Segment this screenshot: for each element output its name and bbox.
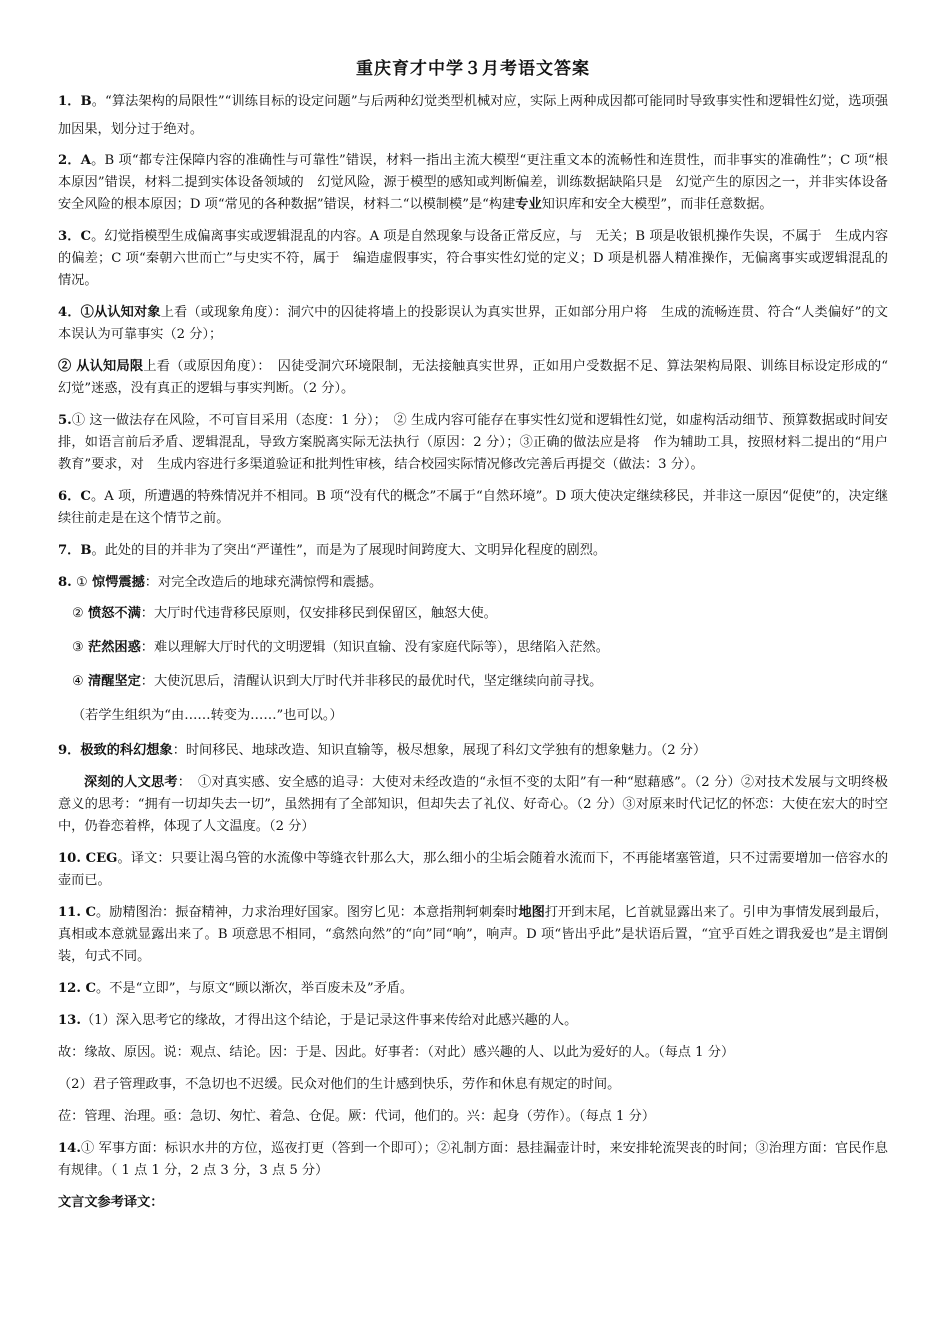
list-item-heading: 清醒坚定 [88, 674, 141, 689]
answer-number: 14. [58, 1141, 81, 1156]
list-item-text: ：难以理解大厅时代的文明逻辑（知识直输、没有家庭代际等），思绪陷入茫然。 [140, 640, 609, 655]
answer-text: ：时间移民、地球改造、知识直输等，极尽想象，展现了科幻文学独有的想象魅力。（2 分） [172, 743, 707, 758]
answer-number: 11. C [58, 905, 97, 920]
answer-number: 4． [58, 305, 81, 320]
answer-5 [58, 410, 888, 476]
answer-number: 9． [58, 743, 81, 758]
answer-8-item [58, 634, 888, 662]
answer-8-item [58, 668, 888, 696]
answer-1 [58, 88, 888, 144]
answer-text: 。译文：只要让渴乌管的水流像中等缝衣针那么大，那么细小的尘垢会随着水流而下，不再能堵塞管道，只不过需要增加一倍容水的壶而已。 [58, 851, 889, 888]
answer-text: 知识库和安全大模型”，而非任意数据。 [541, 197, 773, 212]
answer-emphasis: 专业 [515, 197, 542, 212]
answer-text: 。A 项，所遭遇的特殊情况并不相同。B 项“没有代的概念”不属于“自然环境”。D 项大使决定继续移民，并非这一原因“促使”的，决定继续往前走是在这个情节之前。 [58, 489, 889, 526]
answer-13 [58, 1010, 888, 1032]
answer-text: 上看（或现象角度）：洞穴中的囚徒将墙上的投影误认为真实世界，正如部分用户将 生成的流畅连贯、符合“人类偏好”的文本误认为可靠事实（2 分）； [58, 305, 888, 342]
answer-text: 。B 项“都专注保障内容的准确性与可靠性”错误，材料一指出主流大模型“更注重文本的流畅性和连贯性，而非事实的准确性”；C 项“根本原因”错误，材料二提到实体设备领域的 幻觉风险，源于模型的感知或判断偏差，训练数据缺陷只是 幻觉产生的原因之一，并非实体设备安全风险的根本原因；D 项“常见的各种数据”错误，材料二“以模制模”是“构建 [58, 153, 888, 212]
answer-13-line: 莅：管理、治理。亟：急切、匆忙、着急、仓促。厥：代词，他们的。兴：起身（劳作）。（每点 1 分） [58, 1109, 656, 1124]
list-item-heading: 愤怒不满 [88, 606, 141, 621]
answer-number: 5. [58, 413, 72, 428]
answer-10 [58, 848, 888, 892]
answer-text: 。“算法架构的局限性”“训练目标的设定问题”与后两种幻觉类型机械对应，实际上两种成因都可能同时导致事实性和逻辑性幻觉，选项强加因果，划分过于绝对。 [58, 94, 889, 137]
answer-4-part-2 [58, 356, 888, 400]
answer-text: 打开到末尾，匕首就显露出来了。引申为事情发展到最后，真相或本意就显露出来了。B 项意思不相同，“翕然向然”的“向”同“响”，响声。D 项“皆出乎此”是状语后置，“宜乎百姓之谓我爱也”是主谓倒装，句式不同。 [58, 905, 889, 964]
answer-6 [58, 486, 888, 530]
answer-12 [58, 978, 888, 1000]
answer-text: 。幻觉指模型生成偏离事实或逻辑混乱的内容。A 项是自然现象与设备正常反应，与 无关；B 项是收银机操作失误，不属于 生成内容的偏差；C 项“秦朝六世而亡”与史实不符，属于 编造虚假事实，符合事实性幻觉的定义；D 项是机器人精准操作，无偏离事实或逻辑混乱的情况。 [58, 229, 889, 288]
list-item-mark: ② [72, 606, 84, 621]
answer-7 [58, 540, 888, 562]
answer-2 [58, 150, 888, 216]
answer-text: 上看（或原因角度）： 囚徒受洞穴环境限制，无法接触真实世界，正如用户受数据不足、算法架构局限、训练目标设定形成的“ 幻觉”迷惑，没有真正的逻辑与事实判断。（2 分）。 [58, 359, 889, 396]
answer-number: 8. [58, 575, 72, 590]
answer-number: 1．B [58, 94, 92, 109]
answer-text: 。不是“立即”，与原文“顾以渐次，举百废未及”矛盾。 [96, 981, 414, 996]
list-item-text: ：大厅时代违背移民原则，仅安排移民到保留区，触怒大使。 [140, 606, 497, 621]
answer-number: 13. [58, 1013, 81, 1028]
answer-8-note: （若学生组织为“由……转变为……”也可以。） [72, 708, 343, 723]
answer-emphasis: ①从认知对象 [80, 305, 161, 320]
list-item-mark: ③ [72, 640, 84, 655]
answer-13-line: （2）君子管理政事，不急切也不迟缓。民众对他们的生计感到快乐，劳作和休息有规定的时间。 [58, 1077, 621, 1092]
answer-text: （1）深入思考它的缘故，才得出这个结论，于是记录这件事来传给对此感兴趣的人。 [80, 1013, 578, 1028]
answer-text: ① 这一做法存在风险，不可盲目采用（态度：1 分）； ② 生成内容可能存在事实性幻觉和逻辑性幻觉，如虚构活动细节、预算数据或时间安排，如语言前后矛盾、逻辑混乱，导致方案脱离实际无法执行（原因：2 分）；③正确的做法应是将 作为辅助工具，按照材料二提出的“用户教育”要求，对 生成内容进行多渠道验证和批判性审核，结合校园实际情况修改完善后再提交（做法：3 分）。 [58, 413, 888, 472]
answer-number: 3．C [58, 229, 92, 244]
list-item-mark: ① [75, 575, 88, 590]
answer-9-part-2 [58, 772, 888, 838]
answer-emphasis: 极致的科幻想象 [80, 743, 173, 758]
answer-3 [58, 226, 888, 292]
answer-11 [58, 902, 888, 968]
answer-number: 12. C [58, 981, 97, 996]
page-title: 重庆育才中学３月考语文答案 [356, 59, 590, 79]
answer-emphasis: 地图 [518, 905, 545, 920]
answer-4 [58, 302, 888, 346]
answer-9 [58, 740, 888, 762]
answer-number: 6．C [58, 489, 91, 504]
answer-emphasis: 深刻的人文思考 [84, 775, 178, 790]
answer-emphasis: ② 从认知局限 [58, 359, 144, 374]
answer-sheet [58, 56, 888, 1220]
answer-8-item [58, 600, 888, 628]
answer-text: 。此处的目的并非为了突出“严谨性”，而是为了展现时间跨度大、文明异化程度的剧烈。 [91, 543, 607, 558]
answer-13-line: 故：缘故、原因。说：观点、结论。因：于是、因此。好事者：（对此）感兴趣的人、以此为爱好的人。（每点 1 分） [58, 1045, 735, 1060]
answer-number: 2．A [58, 153, 91, 168]
list-item-text: ：大使沉思后，清醒认识到大厅时代并非移民的最优时代，坚定继续向前寻找。 [140, 674, 603, 689]
answer-8 [58, 572, 888, 594]
answer-text: 。励精图治：振奋精神，力求治理好国家。图穷匕见：本意指荆轲刺秦时 [96, 905, 519, 920]
list-item-mark: ④ [72, 674, 84, 689]
list-item-text: ：对完全改造后的地球充满惊愕和震撼。 [144, 575, 383, 590]
list-item-heading: 茫然困惑 [88, 640, 141, 655]
section-heading: 文言文参考译文： [58, 1195, 164, 1210]
answer-text: ① 军事方面：标识水井的方位，巡夜打更（答到一个即可）；②礼制方面：悬挂漏壶计时，来安排轮流哭丧的时间；③治理方面：官民作息有规律。（ 1 点 1 分，2 点 3 分，3 点 5 分） [58, 1141, 888, 1178]
answer-text: ： ①对真实感、安全感的追寻：大使对未经改造的“永恒不变的太阳”有一种“慰藉感”。（2 分）②对技术发展与文明终极意义的思考：“拥有一切却失去一切”，虽然拥有了全部知识，但却失去了礼仪、好奇心。（2 分）③对原来时代记忆的怀恋：大使在宏大的时空中，仍眷恋着桦，体现了人文温度。（2 分） [58, 775, 888, 834]
answer-number: 7．B [58, 543, 92, 558]
answer-number: 10. CEG [58, 851, 118, 866]
list-item-heading: 惊愕震撼 [92, 575, 145, 590]
answer-14 [58, 1138, 888, 1182]
